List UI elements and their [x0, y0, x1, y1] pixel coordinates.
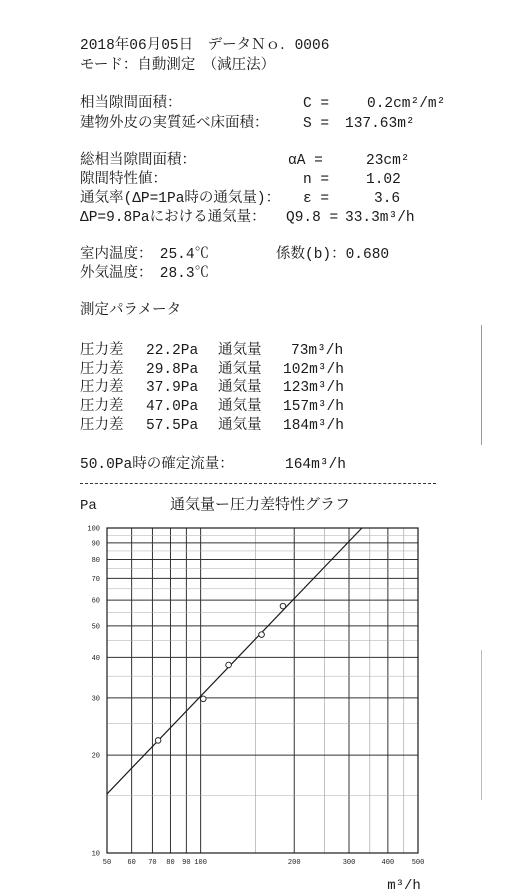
detail-symbol: Q9.8 =: [286, 210, 339, 226]
y-tick-label: 70: [91, 575, 100, 584]
coefficient-b: 係数(b)：0.680: [276, 247, 390, 263]
detail-symbol: ε =: [303, 191, 330, 207]
detail-value: 1.02: [366, 172, 401, 188]
detail-label: 隙間特性値：: [80, 172, 167, 188]
flow-label: 通気量: [218, 362, 262, 378]
y-tick-label: 10: [91, 850, 100, 859]
detail-label: ΔP=9.8Paにおける通気量：: [80, 210, 266, 226]
y-tick-label: 90: [91, 540, 100, 549]
detail-symbol: n =: [303, 172, 330, 188]
detail-value: 3.6: [374, 191, 401, 207]
summary-symbol: S =: [303, 116, 330, 132]
y-axis-label: Pa: [80, 498, 97, 514]
parameters-title: 測定パラメータ: [80, 303, 182, 319]
x-tick-label: 50: [102, 859, 112, 867]
data-point: [200, 696, 206, 702]
detail-value: 33.3m³/h: [345, 210, 415, 226]
y-tick-label: 100: [87, 525, 100, 534]
outdoor-temperature: 外気温度： 28.3℃: [80, 266, 210, 282]
fixed-flow-label: 50.0Pa時の確定流量：: [80, 457, 234, 473]
flow-value: 123m³/h: [283, 380, 344, 396]
summary-label: 建物外皮の実質延べ床面積：: [80, 116, 269, 132]
x-tick-label: 200: [287, 859, 301, 867]
flow-label: 通気量: [218, 399, 262, 415]
summary-value: 137.63m²: [345, 116, 415, 132]
y-tick-label: 60: [91, 597, 100, 606]
x-tick-label: 70: [148, 859, 157, 867]
detail-label: 総相当隙間面積：: [80, 153, 196, 169]
detail-symbol: αA =: [288, 153, 323, 169]
x-axis-label: m³/h: [387, 878, 421, 894]
x-tick-label: 100: [194, 859, 207, 867]
x-tick-label: 60: [127, 859, 136, 867]
x-tick-label: 400: [381, 859, 395, 867]
pressure-label: 圧力差: [80, 380, 124, 396]
summary-label: 相当隙間面積：: [80, 96, 182, 112]
detail-value: 23cm²: [366, 153, 410, 169]
pressure-label: 圧力差: [80, 362, 124, 378]
pressure-value: 37.9Pa: [146, 380, 199, 396]
y-tick-label: 20: [91, 752, 100, 761]
y-tick-label: 80: [91, 556, 100, 565]
plot-frame: [107, 528, 418, 853]
flow-value: 157m³/h: [283, 399, 344, 415]
y-tick-label: 30: [91, 695, 100, 704]
x-tick-label: 500: [411, 859, 425, 867]
data-point: [155, 738, 161, 744]
pressure-value: 47.0Pa: [146, 399, 199, 415]
x-tick-label: 80: [166, 859, 175, 867]
pressure-label: 圧力差: [80, 418, 124, 434]
flow-label: 通気量: [218, 343, 262, 359]
date-data-number: 2018年06月05日 データＮｏ．0006: [80, 38, 330, 54]
chart-title: 通気量ー圧力差特性グラフ: [169, 495, 351, 513]
flow-value: 73m³/h: [291, 343, 344, 359]
x-tick-label: 90: [182, 859, 191, 867]
flow-label: 通気量: [218, 418, 262, 434]
fixed-flow-value: 164m³/h: [285, 457, 346, 473]
mode-line: モード：自動測定 （減圧法）: [80, 58, 276, 74]
pressure-value: 22.2Pa: [146, 343, 199, 359]
summary-value: 0.2cm²/m²: [367, 96, 446, 112]
data-point: [280, 603, 286, 609]
pressure-label: 圧力差: [80, 343, 124, 359]
indoor-temperature: 室内温度： 25.4℃: [80, 247, 210, 263]
fit-line: [107, 528, 362, 794]
data-point: [226, 662, 232, 668]
pressure-value: 57.5Pa: [146, 418, 199, 434]
x-tick-label: 300: [342, 859, 356, 867]
flow-label: 通気量: [218, 380, 262, 396]
pressure-value: 29.8Pa: [146, 362, 199, 378]
y-tick-label: 40: [91, 654, 100, 663]
detail-label: 通気率(ΔP=1Pa時の通気量)：: [80, 191, 281, 207]
pressure-label: 圧力差: [80, 399, 124, 415]
summary-symbol: C =: [303, 96, 330, 112]
data-point: [259, 632, 265, 638]
y-tick-label: 50: [91, 623, 100, 632]
flow-value: 184m³/h: [283, 418, 344, 434]
flow-value: 102m³/h: [283, 362, 344, 378]
